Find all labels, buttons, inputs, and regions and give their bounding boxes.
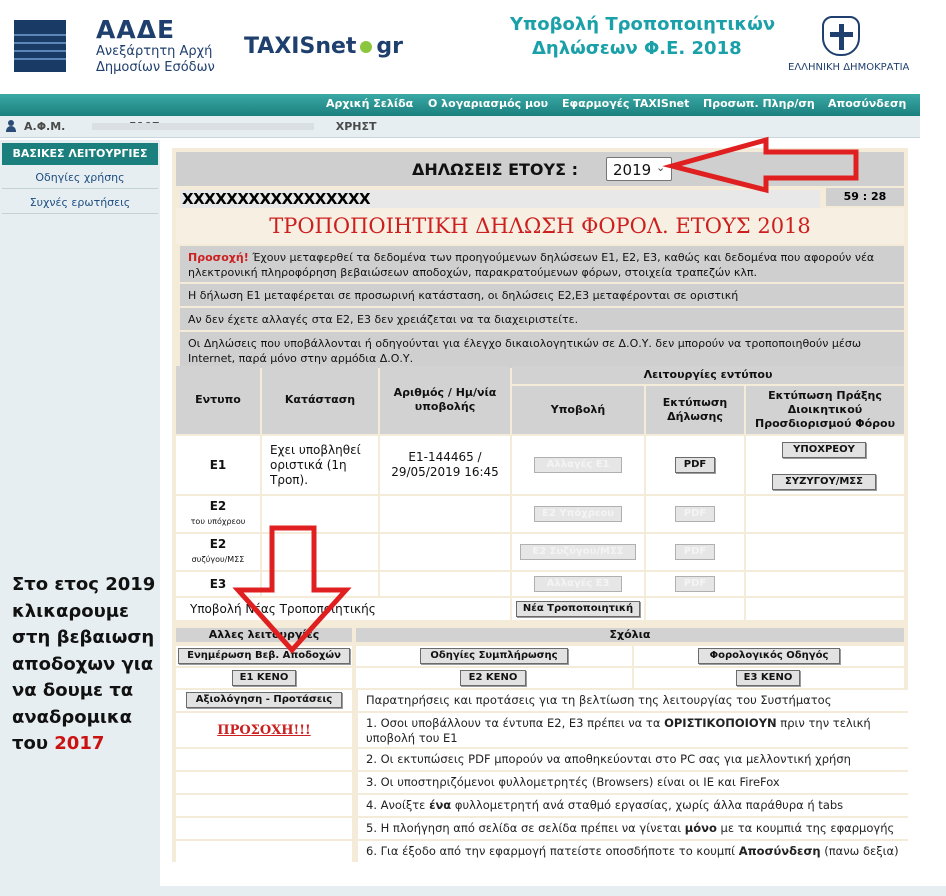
warning-text: Έχουν μεταφερθεί τα δεδομένα των προηγούμενων δηλώσεων Ε1, Ε2, Ε3, καθώς και δεδομένα που αφορούν νέα ηλεκτρονική πληροφόρηση βεβαιώσεων αποδοχών, παρακρατούμενων φόρων, στοιχεία τραπεζών κλπ. <box>188 251 875 279</box>
name-bar <box>180 190 820 208</box>
e2-spouse-sub: συζύγου/ΜΣΣ <box>191 555 245 564</box>
note-1-pre: 1. Οσοι υποβάλλουν τα έντυπα Ε2, Ε3 πρέπει να τα <box>366 716 665 730</box>
taxisnet-dot-icon <box>360 41 372 53</box>
evaluation-cell <box>176 690 352 711</box>
footer-strip <box>0 886 946 896</box>
new-amendment-label: Υποβολή Νέας Τροποποιητικής <box>176 598 510 620</box>
row-e3-status <box>262 572 378 596</box>
main-panel <box>172 148 908 862</box>
row-e2-spouse-submit-cell <box>512 534 644 570</box>
note-2-pre: 2. Οι εκτυπώσεις PDF μπορούν να αποθηκεύονται στο PC σας για μελλοντική χρήση <box>366 752 851 766</box>
row-e2-spouse-print-cell <box>646 534 744 570</box>
sidebar-heading: ΒΑΣΙΚΕΣ ΛΕΙΤΟΥΡΓΙΕΣ <box>2 143 158 165</box>
greek-emblem-icon <box>822 16 860 56</box>
app-title-line1: Υποβολή Τροποποιητικών <box>510 14 776 35</box>
note-5-bold: μόνο <box>684 821 717 835</box>
row-e2-obligor-number <box>380 496 510 532</box>
row-e3-act-cell <box>746 572 904 596</box>
col-submit: Υποβολή <box>512 386 644 434</box>
top-nav <box>0 94 920 116</box>
left-empty-3 <box>176 772 352 793</box>
e2-spouse-form-label: Ε2 <box>209 537 227 551</box>
row-e2-spouse-number <box>380 534 510 570</box>
tax-guide-cell <box>634 646 904 666</box>
e3-pdf-button[interactable]: PDF <box>675 576 715 592</box>
income-cell <box>176 646 352 666</box>
row-e3-form: Ε3 <box>176 572 260 596</box>
declaration-title: ΤΡΟΠΟΠΟΙΗΤΙΚΗ ΔΗΛΩΣΗ ΦΟΡΟΛ. ΕΤΟΥΣ 2018 <box>176 208 904 244</box>
new-amendment-cell <box>512 598 644 620</box>
row-e2-obligor-act-cell <box>746 496 904 532</box>
app-title-line2: Δηλώσεων Φ.Ε. 2018 <box>532 38 742 59</box>
note-5-post: με τα κουμπιά της εφαρμογής <box>716 821 895 835</box>
col-status: Κατάσταση <box>262 366 378 434</box>
e1-blank-cell <box>176 668 352 688</box>
year-bar <box>176 152 904 186</box>
e2-obligor-sub: του υπόχρεου <box>190 517 246 526</box>
e2-blank-cell <box>356 668 632 688</box>
info-line-4: Οι Δηλώσεις που υποβάλλονται ή οδηγούνται για έλεγχο δικαιολογητικών σε Δ.Ο.Υ. δεν μπορούν να τροποποιηθούν μέσω Internet, παρά μόνο στην αρμόδια Δ.Ο.Υ. <box>180 332 904 368</box>
attention-link[interactable]: ΠΡΟΣΟΧΗ!!! <box>217 722 311 738</box>
chevron-down-icon: ⌄ <box>656 161 666 174</box>
afm-prefix: Α.Φ.Μ. <box>24 120 66 133</box>
redaction-mask <box>92 123 314 130</box>
comments-heading: Σχόλια <box>356 628 904 642</box>
info-line-3: Αν δεν έχετε αλλαγές στα Ε2, Ε3 δεν χρειάζεται να τα διαχειριστείτε. <box>180 308 904 330</box>
e1-pdf-button[interactable]: PDF <box>675 457 715 473</box>
annotation-line-4: αποδοχων για <box>12 653 154 675</box>
e2-blank-button[interactable]: Ε2 ΚΕΝΟ <box>460 670 526 686</box>
masked-name: XXXXXXXXXXXXXXXXX <box>182 190 371 208</box>
annotation-text <box>12 572 180 758</box>
row-e1-print-cell <box>646 436 744 494</box>
sidebar-item-user-guide[interactable]: Οδηγίες χρήσης <box>2 167 158 189</box>
note-4-pre: 4. Ανοίξτε <box>366 798 430 812</box>
annotation-line-7 <box>12 731 180 758</box>
e2-spouse-button[interactable]: Ε2 Συζύγου/ΜΣΣ <box>520 544 636 560</box>
row-e2-spouse-form <box>176 534 260 570</box>
nav-my-account[interactable]: Ο λογαριασμός μου <box>428 97 549 110</box>
gov-label: ΕΛΛΗΝΙΚΗ ΔΗΜΟΚΡΑΤΙΑ <box>788 62 910 73</box>
taxisnet-logo <box>244 34 403 59</box>
evaluation-button[interactable]: Αξιολόγηση - Προτάσεις <box>186 692 342 708</box>
row-e2-obligor-print-cell <box>646 496 744 532</box>
new-amendment-button[interactable]: Νέα Τροποποιητική <box>516 601 640 617</box>
row-e2-obligor-form <box>176 496 260 532</box>
info-line-2: Η δήλωση Ε1 μεταφέρεται σε προσωρινή κατάσταση, οι δηλώσεις Ε2,Ε3 μεταφέρονται σε οριστική <box>180 284 904 306</box>
tax-guide-button[interactable]: Φορολογικός Οδηγός <box>698 648 840 664</box>
aade-logo-icon <box>14 20 66 72</box>
org-name-line1: Ανεξάρτητη Αρχή <box>96 44 213 59</box>
instructions-cell <box>356 646 632 666</box>
user-bar <box>0 116 920 138</box>
year-select[interactable] <box>606 157 672 181</box>
taxisnet-logo-left: TAXISnet <box>244 34 357 59</box>
note-6 <box>358 841 908 862</box>
new-amendment-empty-2 <box>746 598 904 620</box>
new-amendment-empty-1 <box>646 598 744 620</box>
row-e3-print-cell <box>646 572 744 596</box>
row-e1-status: Εχει υποβληθεί οριστικά (1η Τροπ). <box>262 436 378 494</box>
note-1-bold: ΟΡΙΣΤΙΚΟΠΟΙΟΥΝ <box>664 716 777 730</box>
user-icon <box>6 120 16 132</box>
nav-logout[interactable]: Αποσύνδεση <box>828 97 907 110</box>
year-label: ΔΗΛΩΣΕΙΣ ΕΤΟΥΣ : <box>412 160 578 179</box>
note-4-post: φυλλομετρητή ανά σταθμό εργασίας, χωρίς άλλα παράθυρα ή tabs <box>451 798 844 812</box>
header <box>0 0 920 94</box>
note-4 <box>358 795 908 816</box>
other-functions-heading: Αλλες λειτουργίες <box>176 628 352 642</box>
e2-obligor-button[interactable]: Ε2 Υπόχρεου <box>534 506 622 522</box>
sidebar-item-faq[interactable]: Συχνές ερωτήσεις <box>2 192 158 214</box>
spouse-act-button[interactable]: ΣΥΖΥΓΟΥ/ΜΣΣ <box>772 474 876 490</box>
e3-changes-button[interactable]: Αλλαγές Ε3 <box>534 576 622 592</box>
nav-home[interactable]: Αρχική Σελίδα <box>326 97 414 110</box>
org-abbr: ΑΑΔΕ <box>96 15 176 44</box>
obligor-act-button[interactable]: ΥΠΟΧΡΕΟΥ <box>782 442 866 458</box>
note-4-bold: ένα <box>429 798 452 812</box>
left-empty-2 <box>176 749 352 770</box>
annotation-line-5: να δουμε τα <box>12 680 134 701</box>
note-6-bold: Αποσύνδεση <box>738 844 821 858</box>
annotation-line-6: αναδρομικα <box>12 706 133 728</box>
attention-cell <box>176 713 352 747</box>
annotation-line-3: στη βεβαιωση <box>12 627 155 648</box>
row-e1-form: Ε1 <box>176 436 260 494</box>
e2-obligor-form-label: Ε2 <box>209 499 227 513</box>
left-empty-5 <box>176 818 352 839</box>
note-5-pre: 5. Η πλοήγηση από σελίδα σε σελίδα πρέπει να γίνεται <box>366 821 685 835</box>
e2-spouse-pdf-button[interactable]: PDF <box>675 544 715 560</box>
taxisnet-logo-right: gr <box>376 34 404 59</box>
e1-changes-button[interactable]: Αλλαγές Ε1 <box>534 457 622 473</box>
nav-personal-info[interactable]: Προσωπ. Πληρ/ση <box>703 97 815 110</box>
note-1 <box>358 713 908 747</box>
row-e2-spouse-status <box>262 534 378 570</box>
annotation-line-1: Στο ετος 2019 <box>12 574 156 595</box>
org-name-line2: Δημοσίων Εσόδων <box>96 60 215 75</box>
row-e3-number <box>380 572 510 596</box>
e2-obligor-pdf-button[interactable]: PDF <box>675 506 715 522</box>
e3-blank-button[interactable]: Ε3 ΚΕΝΟ <box>736 670 800 686</box>
col-number: Αριθμός / Ημ/νία υποβολής <box>380 366 510 434</box>
left-empty-6 <box>176 841 352 862</box>
info-warning <box>180 246 904 282</box>
annotation-line-2: κλικαρουμε <box>12 600 130 622</box>
row-e2-obligor-submit-cell <box>512 496 644 532</box>
annotation-year: 2017 <box>54 733 105 754</box>
note-6-post: (πανω δεξια) <box>820 844 899 858</box>
year-select-value: 2019 <box>613 161 652 179</box>
note-3 <box>358 772 908 793</box>
col-print: Εκτύπωση Δήλωσης <box>646 386 744 434</box>
row-e2-spouse-act-cell <box>746 534 904 570</box>
user-role: ΧΡΗΣΤ <box>335 120 377 133</box>
note-6-pre: 6. Για έξοδο από την εφαρμογή πατείστε οποσδήποτε το κουμπί <box>366 844 739 858</box>
income-statement-button[interactable]: Ενημέρωση Βεβ. Αποδοχών <box>178 648 350 664</box>
session-timer: 59 : 28 <box>826 188 904 206</box>
warning-word: Προσοχή! <box>188 251 249 264</box>
e1-blank-button[interactable]: Ε1 ΚΕΝΟ <box>232 670 296 686</box>
row-e1-number: E1-144465 / 29/05/2019 16:45 <box>380 436 510 494</box>
col-print-act: Εκτύπωση Πράξης Διοικητικού Προσδιορισμού Φόρου <box>746 386 904 434</box>
col-functions: Λειτουργίες εντύπου <box>512 366 904 384</box>
row-e2-obligor-status <box>262 496 378 532</box>
row-e3-submit-cell <box>512 572 644 596</box>
observations-note: Παρατηρήσεις και προτάσεις για τη βελτίωση της λειτουργίας του Συστήματος <box>358 690 908 711</box>
note-5 <box>358 818 908 839</box>
nav-taxisnet-apps[interactable]: Εφαρμογές TAXISnet <box>562 97 690 110</box>
annotation-last-prefix: του <box>12 733 55 754</box>
sidebar <box>0 140 160 888</box>
left-empty-4 <box>176 795 352 816</box>
row-e1-submit-cell <box>512 436 644 494</box>
e3-blank-cell <box>634 668 904 688</box>
note-3-pre: 3. Οι υποστηριζόμενοι φυλλομετρητές (Browsers) είναι οι ΙΕ και FireFox <box>366 775 780 789</box>
fill-instructions-button[interactable]: Οδηγίες Συμπλήρωσης <box>420 648 568 664</box>
col-form: Εντυπο <box>176 366 260 434</box>
row-e1-act-cell <box>746 436 904 494</box>
note-2 <box>358 749 908 770</box>
note-1-post: πριν την τελική υποβολή του Ε1 <box>366 716 871 745</box>
